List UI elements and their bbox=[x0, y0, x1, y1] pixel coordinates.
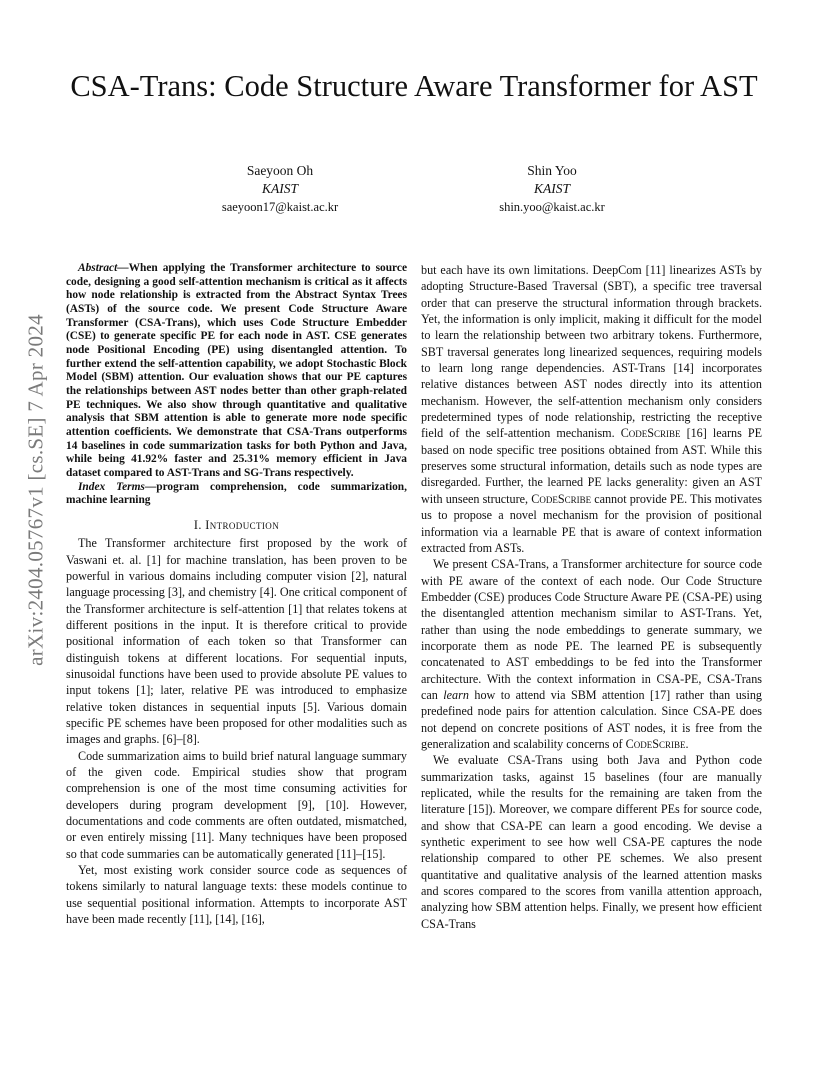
emphasis: learn bbox=[443, 687, 469, 702]
left-column bbox=[66, 262, 407, 927]
author-block-2 bbox=[432, 162, 672, 216]
text-run: how to attend via SBM attention [17] rather than using predefined node pairs for attention calculation. Since CSA-PE does not depend on concrete positions of AST nodes, it is free from the generalization and scalability concerns of bbox=[421, 687, 762, 751]
author-email: saeyoon17@kaist.ac.kr bbox=[221, 200, 339, 214]
index-terms bbox=[66, 481, 407, 508]
index-terms-text: —program comprehension, code summarization, machine learning bbox=[66, 480, 407, 507]
paragraph: Yet, most existing work consider source code as sequences of tokens similarly to natural language texts: these models continue to use sequential positional information. Attempts to incorporate AST have been made recently [11], [14], [16], bbox=[66, 863, 407, 927]
right-column bbox=[421, 262, 762, 932]
paragraph bbox=[421, 262, 762, 556]
paragraph: The Transformer architecture first proposed by the work of Vaswani et. al. [1] for machine translation, has been proven to be powerful in various domains including computer vision [2], natural language processing [3], and chemistry [4]. One critical component of the Transformer architecture is self-attention [1] that relates tokens at different positions in the input. It is therefore critical to provide positional information of each token so that Transformer can distinguish tokens at different locations. For sequential inputs, sinusoidal functions have been used to provide absolute PE values to input tokens [1]; later, relative PE was introduced to emphasize relative token distances in sequential inputs [5]. Various domain specific PE schemes have been proposed for other modalities such as images and graphs. [6]–[8]. bbox=[66, 536, 407, 747]
codescribe-name: CodeScribe bbox=[625, 736, 686, 751]
index-terms-label: Index Terms bbox=[78, 480, 145, 493]
paragraph: Code summarization aims to build brief natural language summary of the given code. Empirical studies show that program comprehension is one of the most time consuming activities for developers during program development [9], [10]. However, documentations and code comments are often outdated, mismatched, or even entirely missing [11]. Many techniques have been proposed so that code summaries can be automatically generated [11]–[15]. bbox=[66, 748, 407, 861]
abstract-label: Abstract— bbox=[78, 262, 129, 274]
author-block-1 bbox=[160, 162, 400, 216]
author-affiliation: KAIST bbox=[533, 181, 570, 196]
text-run: . bbox=[685, 736, 689, 751]
author-affiliation: KAIST bbox=[261, 181, 298, 196]
text-run: [16] learns PE based on node specific tree positions obtained from AST. While this preserves some structural information, details such as node types are disregarded. Further, the learned PE lacks generality: given an AST with unseen structure, bbox=[421, 426, 762, 506]
abstract-text: When applying the Transformer architecture to source code, designing a good self-attention mechanism is critical as it affects how node relationship is extracted from the Abstract Syntax Trees (ASTs) of the source code. We present Code Structure Aware Transformer (CSA-Trans), which uses Code Structure Embedder (CSE) to generate specific PE for each node in AST. CSE generates node Positional Encoding (PE) using disentangled attention. To further extend the self-attention capability, we adopt Stochastic Block Model (SBM) attention. Our evaluation shows that our PE captures the relationships between AST nodes better than other graph-related PE techniques. We also show through quantitative and qualitative analysis that SBM attention is able to generate more node specific attention coefficients. We demonstrate that CSA-Trans outperforms 14 baselines in code summarization tasks for both Python and Java, while being 41.92% faster and 25.31% memory efficient in Java dataset compared to AST-Trans and SG-Trans respectively. bbox=[66, 262, 407, 479]
author-name: Shin Yoo bbox=[527, 163, 577, 178]
paragraph: We evaluate CSA-Trans using both Java and Python code summarization tasks, against 15 baselines (four are manually replicated, while the results for the remaining are taken from the literature [15]). Moreover, we compare different PEs for source code, and show that CSA-PE can learn a good encoding. We devise a synthetic experiment to see how well CSA-PE captures the node relationship compared to other PE schemes. We also present quantitative and qualitative analysis of the learned attention masks and scores compared to the scores from vanilla attention approach, analyzing how SBM attention helps. Finally, we present how efficient CSA-Trans bbox=[421, 753, 762, 931]
text-run: but each have its own limitations. DeepCom [11] linearizes ASTs by adopting Structure-Based Traversal (SBT), a specific tree traversal order that can preserve the structural information through brackets. Yet, the information is only implicit, making it difficult for the model to learn the relationship between two arbitrary tokens. Furthermore, SBT traversal generates long linearized sequences, requiring models to learn long range dependencies. AST-Trans [14] incorporates relative distances between AST nodes directly into its attention mechanism. However, the self-attention mechanism only considers predetermined types of node relationship, restricting the receptive field of the self-attention mechanism. bbox=[421, 263, 762, 441]
arxiv-identifier: arXiv:2404.05767v1 [cs.SE] 7 Apr 2024 bbox=[23, 314, 48, 666]
abstract bbox=[66, 262, 407, 481]
paragraph bbox=[421, 556, 762, 752]
author-name: Saeyoon Oh bbox=[246, 163, 314, 178]
codescribe-name: CodeScribe bbox=[620, 426, 681, 441]
author-email: shin.yoo@kaist.ac.kr bbox=[499, 200, 605, 214]
text-run: We present CSA-Trans, a Transformer architecture for source code with PE aware of the context of each node. Our Code Structure Embedder (CSE) produces Code Structure Aware PE (CSA-PE) using the disentangled attention mechanism similar to AST-Trans. Yet, rather than using the node embeddings to generate summary, we incorporate them as node PE. The learned PE is subsequently concatenated to AST embeddings to be fed into the Transformer architecture. With the context information in CSA-PE, CSA-Trans can bbox=[421, 557, 762, 702]
paper-title: CSA-Trans: Code Structure Aware Transformer for AST bbox=[70, 69, 758, 103]
codescribe-name: CodeScribe bbox=[531, 491, 592, 506]
section-heading-introduction: I. Introduction bbox=[193, 517, 280, 532]
arxiv-identifier-sidebar bbox=[22, 300, 50, 680]
text-run: cannot provide PE. This motivates us to propose a novel mechanism for the provision of positional information via a learnable PE that is aware of context information extracted from ASTs. bbox=[421, 491, 762, 555]
